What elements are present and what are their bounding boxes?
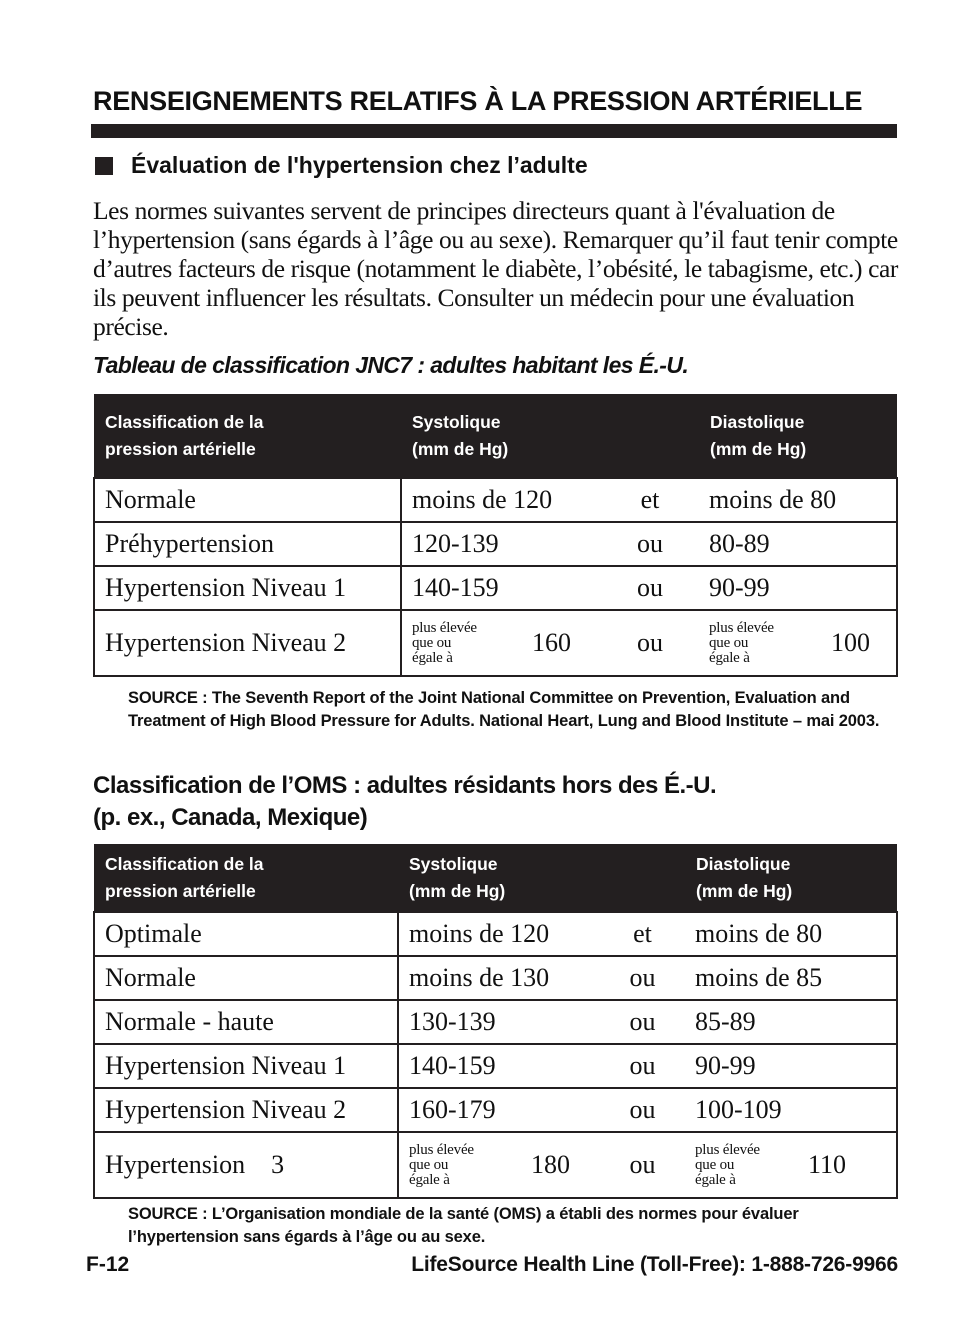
systolic-value: 140-159: [401, 566, 601, 610]
systolic-value: 130-139: [398, 1000, 600, 1044]
systolic-value: 120-139: [401, 522, 601, 566]
table-row: [94, 1044, 897, 1088]
source-text: The Seventh Report of the Joint National Committee on Prevention, Evaluation and Treatment of High Blood Pressure for Adults. National Heart, Lung and Blood Institute – mai 2003.: [128, 689, 880, 730]
systolic-value: [401, 610, 601, 676]
table-row: [94, 1088, 897, 1132]
table-row: [94, 610, 897, 676]
conjunction: ou: [600, 956, 685, 1000]
header-systolic: Systolique (mm de Hg): [401, 394, 601, 478]
threshold-prefix: plus élevée que ou égale à: [709, 619, 774, 666]
page-title: RENSEIGNEMENTS RELATIFS À LA PRESSION ARTÉRIELLE: [93, 86, 863, 116]
row-label: Hypertension Niveau 1: [94, 566, 401, 610]
table-row: [94, 956, 897, 1000]
diastolic-value: moins de 85: [685, 956, 897, 1000]
conjunction: et: [601, 478, 699, 522]
threshold-value: 160: [532, 628, 571, 657]
jnc7-table-caption: Tableau de classification JNC7 : adultes habitant les É.-U.: [93, 352, 689, 378]
section-heading-text: Évaluation de l'hypertension chez l’adulte: [131, 152, 588, 178]
diastolic-value: 90-99: [685, 1044, 897, 1088]
systolic-value: 140-159: [398, 1044, 600, 1088]
row-label: Préhypertension: [94, 522, 401, 566]
conjunction: ou: [600, 1088, 685, 1132]
row-label: Normale: [94, 478, 401, 522]
table-row: [94, 1132, 897, 1198]
conjunction: ou: [600, 1132, 685, 1198]
diastolic-value: [685, 1132, 897, 1198]
title-rule: [91, 124, 897, 138]
table-row: [94, 522, 897, 566]
square-bullet-icon: [95, 157, 113, 175]
header-classification: Classification de la pression artérielle: [94, 844, 398, 912]
header-classification: Classification de la pression artérielle: [94, 394, 401, 478]
row-label: Normale: [94, 956, 398, 1000]
diastolic-value: 90-99: [699, 566, 897, 610]
source-label: SOURCE :: [128, 1205, 208, 1223]
row-label: Optimale: [94, 912, 398, 956]
diastolic-value: 80-89: [699, 522, 897, 566]
systolic-value: 160-179: [398, 1088, 600, 1132]
threshold-value: 110: [807, 1150, 846, 1179]
conjunction: ou: [600, 1044, 685, 1088]
systolic-value: moins de 120: [401, 478, 601, 522]
source-label: SOURCE :: [128, 689, 208, 707]
threshold-value: 180: [531, 1150, 570, 1179]
threshold-prefix: plus élevée que ou égale à: [412, 619, 477, 666]
diastolic-value: 85-89: [685, 1000, 897, 1044]
diastolic-value: 100-109: [685, 1088, 897, 1132]
conjunction: ou: [601, 610, 699, 676]
header-diastolic: Diastolique (mm de Hg): [685, 844, 897, 912]
threshold-prefix: plus élevée que ou égale à: [409, 1141, 474, 1188]
table-row: [94, 912, 897, 956]
page-number: F-12: [86, 1253, 130, 1276]
conjunction: ou: [601, 522, 699, 566]
row-label: Hypertension 3: [94, 1132, 398, 1198]
jnc7-table: [93, 394, 898, 677]
who-source-note: [128, 1203, 898, 1248]
threshold-prefix: plus élevée que ou égale à: [695, 1141, 760, 1188]
conjunction: ou: [600, 1000, 685, 1044]
row-label: Hypertension Niveau 2: [94, 1088, 398, 1132]
helpline-text: LifeSource Health Line (Toll-Free): 1-888-726-9966: [411, 1253, 898, 1276]
header-systolic: Systolique (mm de Hg): [398, 844, 600, 912]
diastolic-value: moins de 80: [685, 912, 897, 956]
table-row: [94, 1000, 897, 1044]
table-row: [94, 478, 897, 522]
row-label: Hypertension Niveau 2: [94, 610, 401, 676]
conjunction: et: [600, 912, 685, 956]
row-label: Hypertension Niveau 1: [94, 1044, 398, 1088]
table-header-row: [94, 394, 897, 478]
jnc7-source-note: [128, 687, 898, 732]
table-header-row: [94, 844, 897, 912]
systolic-value: [398, 1132, 600, 1198]
diastolic-value: [699, 610, 897, 676]
systolic-value: moins de 120: [398, 912, 600, 956]
row-label: Normale - haute: [94, 1000, 398, 1044]
who-table-caption: Classification de l’OMS : adultes résidants hors des É.-U. (p. ex., Canada, Mexique): [93, 772, 717, 831]
conjunction: ou: [601, 566, 699, 610]
threshold-value: 100: [831, 628, 870, 657]
diastolic-value: moins de 80: [699, 478, 897, 522]
header-diastolic: Diastolique (mm de Hg): [699, 394, 897, 478]
systolic-value: moins de 130: [398, 956, 600, 1000]
table-row: [94, 566, 897, 610]
source-text: L’Organisation mondiale de la santé (OMS) a établi des normes pour évaluer l’hypertension sans égards à l’âge ou au sexe.: [128, 1205, 799, 1246]
intro-paragraph: Les normes suivantes servent de principes directeurs quant à l'évaluation de l’hypertension (sans égards à l’âge ou au sexe). Remarquer qu’il faut tenir compte d’autres facteurs de risque (notamment le diabète, l’obésité, le tabagisme, etc.) car ils peuvent influencer les résultats. Consulter un médecin pour une évaluation précise.: [93, 196, 899, 341]
who-table: [93, 844, 898, 1199]
section-heading: [95, 152, 588, 179]
